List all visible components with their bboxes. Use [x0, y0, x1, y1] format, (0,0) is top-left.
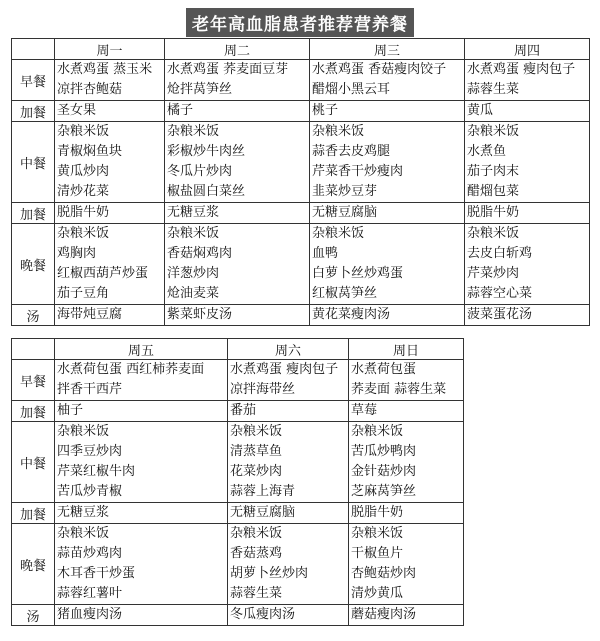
dish-item: 蒜蓉红薯叶: [57, 586, 123, 601]
day-header: 周六: [228, 339, 349, 360]
dish-item: 茄子肉末: [467, 164, 520, 179]
meal-row: [12, 605, 464, 626]
dish-item: 金针菇炒肉: [351, 464, 417, 479]
dish-item: 芹菜红椒牛肉: [57, 464, 136, 479]
meal-label: 汤: [12, 305, 55, 326]
day-header: 周三: [310, 39, 465, 60]
menu-cell: [465, 60, 590, 101]
meal-row: [12, 305, 590, 326]
dish-item: 水煮鸡蛋 荞麦面豆芽: [167, 62, 289, 77]
dish-item: 青椒焖鱼块: [57, 144, 123, 159]
menu-cell: [55, 60, 165, 101]
meal-label: 早餐: [12, 360, 55, 401]
day-header: 周一: [55, 39, 165, 60]
menu-cell: [228, 524, 349, 605]
menu-cell: [228, 605, 349, 626]
dish-item: 杂粮米饭: [167, 124, 220, 139]
dish-item: 黄瓜炒肉: [57, 164, 110, 179]
dish-item: 杂粮米饭: [467, 226, 520, 241]
meal-row: [12, 503, 464, 524]
dish-item: 杂粮米饭: [167, 226, 220, 241]
menu-cell: [310, 203, 465, 224]
dish-item: 荞麦面 蒜蓉生菜: [351, 382, 447, 397]
meal-table-week2: [11, 338, 464, 626]
dish-item: 血鸭: [312, 246, 339, 261]
menu-cell: [55, 524, 228, 605]
week1-body: [12, 60, 590, 326]
menu-cell: [55, 122, 165, 203]
dish-item: 芝麻莴笋丝: [351, 484, 417, 499]
dish-item: 杂粮米饭: [57, 124, 110, 139]
meal-row: [12, 401, 464, 422]
dish-item: 海带炖豆腐: [57, 307, 123, 322]
menu-cell: [310, 305, 465, 326]
menu-cell: [228, 401, 349, 422]
meal-row: [12, 524, 464, 605]
menu-cell: [228, 422, 349, 503]
dish-item: 香菇蒸鸡: [230, 546, 283, 561]
dish-item: 白萝卜丝炒鸡蛋: [312, 266, 404, 281]
meal-row: [12, 422, 464, 503]
dish-item: 蒜蓉生菜: [467, 82, 520, 97]
menu-cell: [349, 422, 464, 503]
meal-label: 晚餐: [12, 224, 55, 305]
dish-item: 黄瓜: [467, 103, 494, 118]
dish-item: 桃子: [312, 103, 339, 118]
meal-label: 加餐: [12, 101, 55, 122]
menu-cell: [465, 305, 590, 326]
menu-cell: [228, 503, 349, 524]
menu-cell: [55, 224, 165, 305]
dish-item: 水煮鸡蛋 香菇瘦肉饺子: [312, 62, 447, 77]
menu-cell: [165, 203, 310, 224]
dish-item: 蒜蓉空心菜: [467, 286, 533, 301]
dish-item: 脱脂牛奶: [467, 205, 520, 220]
menu-cell: [55, 203, 165, 224]
dish-item: 冬瓜瘦肉汤: [230, 607, 296, 622]
menu-cell: [349, 503, 464, 524]
dish-item: 干椒鱼片: [351, 546, 404, 561]
menu-cell: [55, 401, 228, 422]
dish-item: 杂粮米饭: [351, 526, 404, 541]
menu-cell: [165, 305, 310, 326]
dish-item: 水煮鱼: [467, 144, 507, 159]
header-row: [12, 339, 464, 360]
dish-item: 洋葱炒肉: [167, 266, 220, 281]
meal-label: 汤: [12, 605, 55, 626]
menu-cell: [55, 422, 228, 503]
dish-item: 茄子豆角: [57, 286, 110, 301]
menu-cell: [228, 360, 349, 401]
meal-row: [12, 122, 590, 203]
dish-item: 拌香干西芹: [57, 382, 123, 397]
dish-item: 胡萝卜丝炒肉: [230, 566, 309, 581]
menu-cell: [349, 360, 464, 401]
dish-item: 去皮白斩鸡: [467, 246, 533, 261]
dish-item: 香菇焖鸡肉: [167, 246, 233, 261]
dish-item: 杂粮米饭: [230, 424, 283, 439]
dish-item: 杂粮米饭: [312, 124, 365, 139]
dish-item: 水煮鸡蛋 瘦肉包子: [230, 362, 339, 377]
meal-row: [12, 224, 590, 305]
dish-item: 杂粮米饭: [351, 424, 404, 439]
meal-row: [12, 101, 590, 122]
week2-header: [12, 339, 464, 360]
dish-item: 苦瓜炒青椒: [57, 484, 123, 499]
header-row: [12, 39, 590, 60]
dish-item: 醋熘包菜: [467, 184, 520, 199]
dish-item: 花菜炒肉: [230, 464, 283, 479]
dish-item: 蒜香去皮鸡腿: [312, 144, 391, 159]
meal-row: [12, 360, 464, 401]
menu-cell: [465, 101, 590, 122]
dish-item: 炝油麦菜: [167, 286, 220, 301]
dish-item: 芹菜炒肉: [467, 266, 520, 281]
dish-item: 水煮鸡蛋 蒸玉米: [57, 62, 153, 77]
dish-item: 橘子: [167, 103, 194, 118]
meal-label: 晚餐: [12, 524, 55, 605]
dish-item: 冬瓜片炒肉: [167, 164, 233, 179]
menu-cell: [165, 60, 310, 101]
dish-item: 清炒黄瓜: [351, 586, 404, 601]
dish-item: 清炒花菜: [57, 184, 110, 199]
dish-item: 无糖豆腐脑: [230, 505, 296, 520]
menu-cell: [55, 503, 228, 524]
dish-item: 水煮荷包蛋: [351, 362, 417, 377]
dish-item: 四季豆炒肉: [57, 444, 123, 459]
dish-item: 苦瓜炒鸭肉: [351, 444, 417, 459]
dish-item: 杂粮米饭: [230, 526, 283, 541]
dish-item: 杂粮米饭: [57, 526, 110, 541]
dish-item: 黄花菜瘦肉汤: [312, 307, 391, 322]
menu-cell: [310, 60, 465, 101]
menu-cell: [465, 122, 590, 203]
meal-row: [12, 203, 590, 224]
dish-item: 杂粮米饭: [57, 424, 110, 439]
dish-item: 芹菜香干炒瘦肉: [312, 164, 404, 179]
dish-item: 杂粮米饭: [467, 124, 520, 139]
dish-item: 草莓: [351, 403, 378, 418]
dish-item: 清蒸草鱼: [230, 444, 283, 459]
dish-item: 木耳香干炒蛋: [57, 566, 136, 581]
dish-item: 韭菜炒豆芽: [312, 184, 378, 199]
day-header: 周日: [349, 339, 464, 360]
dish-item: 蒜苗炒鸡肉: [57, 546, 123, 561]
menu-cell: [349, 524, 464, 605]
meal-label: 中餐: [12, 422, 55, 503]
meal-label: 加餐: [12, 401, 55, 422]
menu-cell: [165, 224, 310, 305]
dish-item: 番茄: [230, 403, 257, 418]
dish-item: 蒜蓉上海青: [230, 484, 296, 499]
dish-item: 凉拌杏鲍菇: [57, 82, 123, 97]
dish-item: 猪血瘦肉汤: [57, 607, 123, 622]
meal-label: 加餐: [12, 203, 55, 224]
dish-item: 醋熘小黑云耳: [312, 82, 391, 97]
menu-cell: [465, 224, 590, 305]
dish-item: 脱脂牛奶: [351, 505, 404, 520]
meal-row: [12, 60, 590, 101]
day-header: 周四: [465, 39, 590, 60]
menu-cell: [55, 360, 228, 401]
menu-cell: [165, 122, 310, 203]
dish-item: 无糖豆腐脑: [312, 205, 378, 220]
header-corner: [12, 39, 55, 60]
meal-table-week1: [11, 38, 590, 326]
menu-cell: [310, 101, 465, 122]
dish-item: 蒜蓉生菜: [230, 586, 283, 601]
meal-label: 中餐: [12, 122, 55, 203]
dish-item: 鸡胸肉: [57, 246, 97, 261]
menu-cell: [310, 122, 465, 203]
dish-item: 椒盐圆白菜丝: [167, 184, 246, 199]
menu-cell: [310, 224, 465, 305]
dish-item: 紫菜虾皮汤: [167, 307, 233, 322]
meal-label: 早餐: [12, 60, 55, 101]
title-wrap: [0, 8, 600, 37]
dish-item: 圣女果: [57, 103, 97, 118]
dish-item: 红椒莴笋丝: [312, 286, 378, 301]
dish-item: 彩椒炒牛肉丝: [167, 144, 246, 159]
dish-item: 杂粮米饭: [57, 226, 110, 241]
page-title: 老年高血脂患者推荐营养餐: [186, 8, 414, 37]
menu-cell: [55, 605, 228, 626]
dish-item: 蘑菇瘦肉汤: [351, 607, 417, 622]
dish-item: 红椒西葫芦炒蛋: [57, 266, 149, 281]
day-header: 周二: [165, 39, 310, 60]
menu-cell: [465, 203, 590, 224]
dish-item: 水煮鸡蛋 瘦肉包子: [467, 62, 576, 77]
dish-item: 炝拌莴笋丝: [167, 82, 233, 97]
week2-body: [12, 360, 464, 626]
dish-item: 脱脂牛奶: [57, 205, 110, 220]
dish-item: 无糖豆浆: [57, 505, 110, 520]
meal-label: 加餐: [12, 503, 55, 524]
dish-item: 无糖豆浆: [167, 205, 220, 220]
dish-item: 凉拌海带丝: [230, 382, 296, 397]
dish-item: 水煮荷包蛋 西红柿荞麦面: [57, 362, 205, 377]
menu-cell: [55, 305, 165, 326]
menu-cell: [349, 605, 464, 626]
menu-cell: [165, 101, 310, 122]
header-corner: [12, 339, 55, 360]
menu-cell: [349, 401, 464, 422]
menu-cell: [55, 101, 165, 122]
dish-item: 菠菜蛋花汤: [467, 307, 533, 322]
dish-item: 杂粮米饭: [312, 226, 365, 241]
dish-item: 柚子: [57, 403, 84, 418]
day-header: 周五: [55, 339, 228, 360]
week1-header: [12, 39, 590, 60]
dish-item: 杏鲍菇炒肉: [351, 566, 417, 581]
